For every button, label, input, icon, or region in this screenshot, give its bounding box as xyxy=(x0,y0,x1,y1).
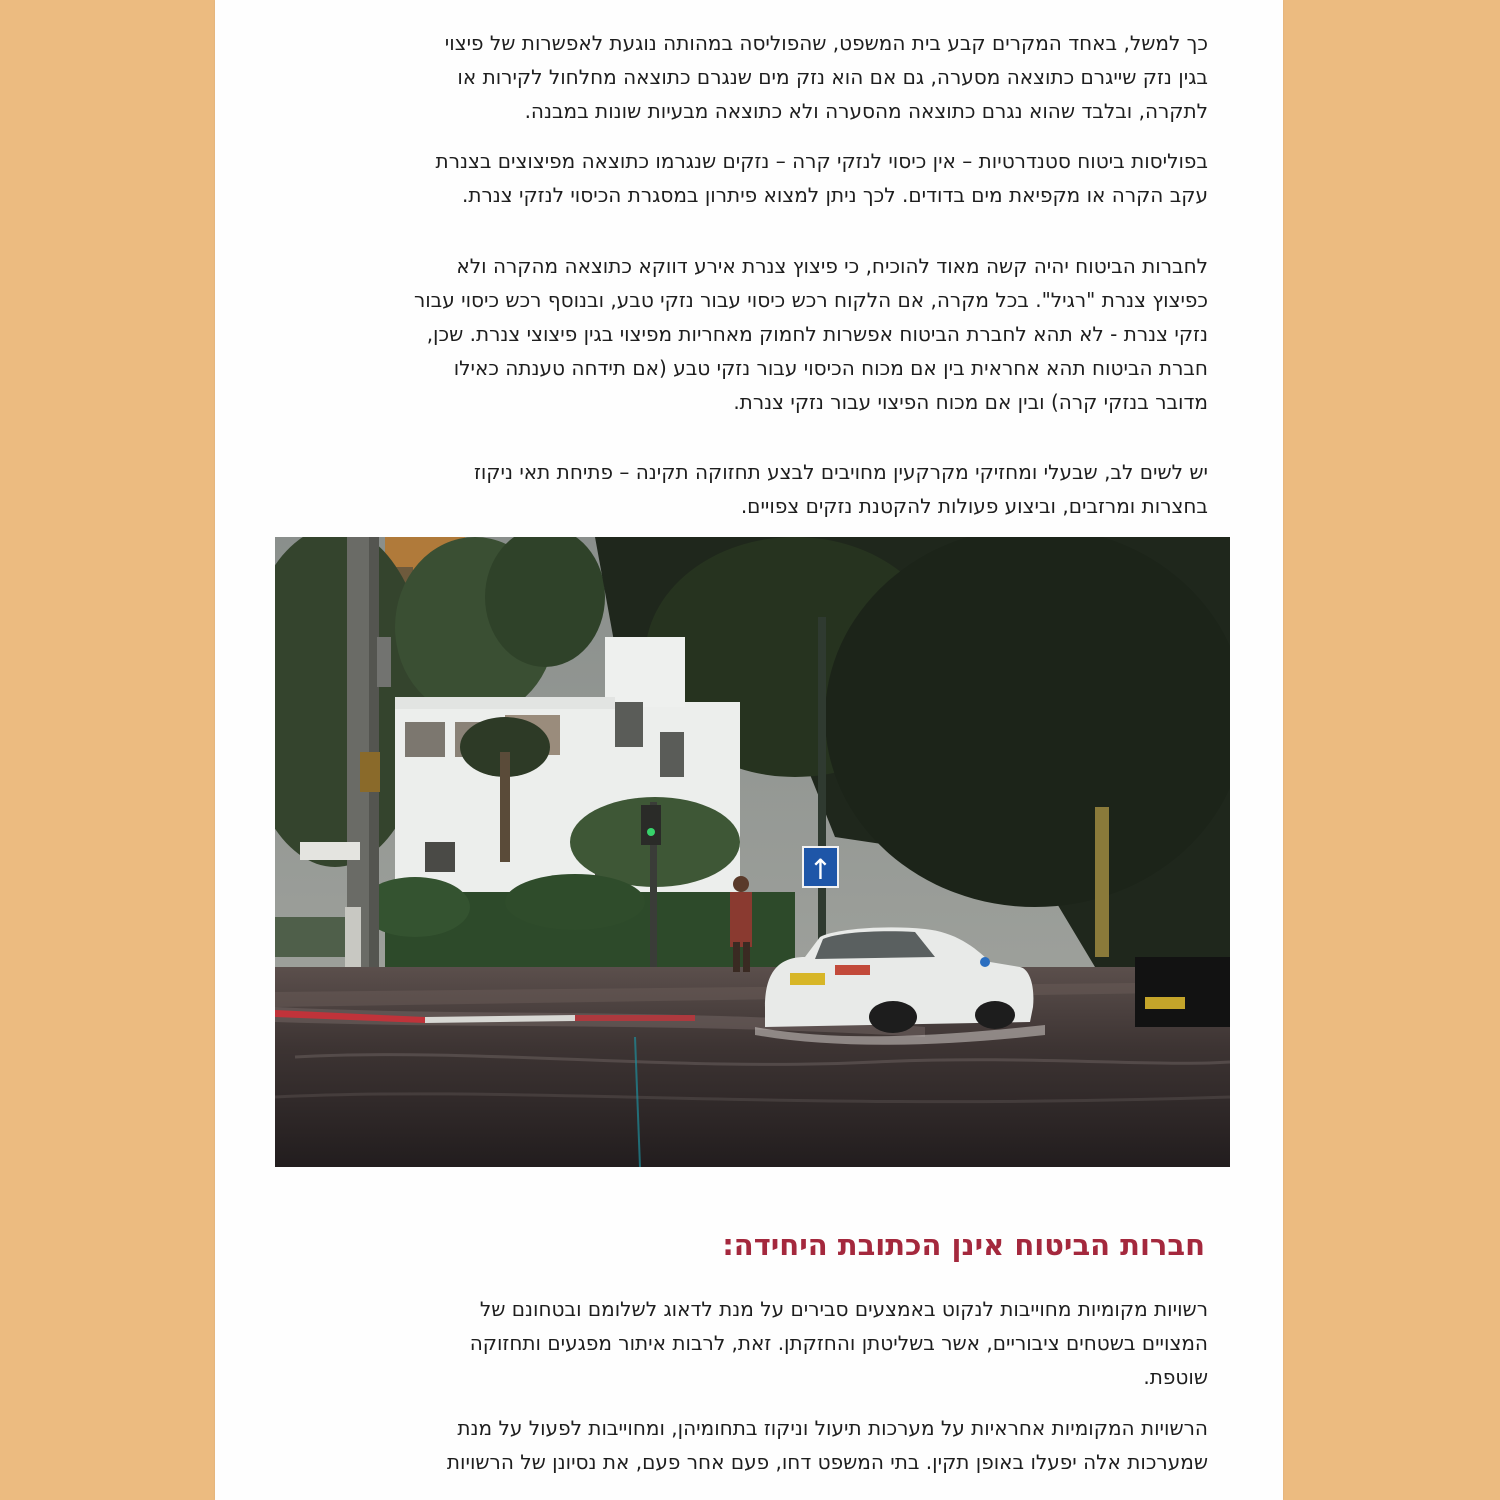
text-line: לתקרה, ובלבד שהוא נגרם כתוצאה מהסערה ולא כתוצאה מבעיות שונות במבנה. xyxy=(524,99,1208,123)
text-line: שוטפת. xyxy=(1143,1365,1208,1389)
text-line: עקב הקרה או מקפיאת מים בדודים. לכך ניתן למצוא פיתרון במסגרת הכיסוי לנזקי צנרת. xyxy=(461,183,1208,207)
text-line: כך למשל, באחד המקרים קבע בית המשפט, שהפוליסה במהותה נוגעת לאפשרות של פיצוי xyxy=(444,31,1208,55)
text-line: נזקי צנרת - לא תהא לחברת הביטוח אפשרות לחמוק מאחריות מפיצוי בגין פיצוצי צנרת. שכן, xyxy=(426,322,1208,346)
document-page xyxy=(215,0,1283,1500)
text-line: בחצרות ומרזבים, וביצוע פעולות להקטנת נזקים צפויים. xyxy=(740,494,1208,518)
text-line: לחברות הביטוח יהיה קשה מאוד להוכיח, כי פיצוץ צנרת אירע דווקא כתוצאה מהקרה ולא xyxy=(456,254,1208,278)
text-line: בפוליסות ביטוח סטנדרטיות – אין כיסוי לנזקי קרה – נזקים שנגרמו כתוצאה מפיצוצים בצנרת xyxy=(435,149,1208,173)
section-heading: חברות הביטוח אינן הכתובת היחידה: xyxy=(722,1228,1205,1262)
text-line: רשויות מקומיות מחוייבות לנקוט באמצעים סבירים על מנת לדאוג לשלומם ובטחונם של xyxy=(479,1297,1208,1321)
text-line: חברת הביטוח תהא אחראית בין אם מכוח הכיסוי עבור נזקי טבע (אם תידחה טענתה כאילו xyxy=(453,356,1208,380)
text-line: שמערכות אלה יפעלו באופן תקין. בתי המשפט דחו, פעם אחר פעם, את נסיונן של הרשויות xyxy=(446,1450,1208,1474)
paragraph-storm-ruling xyxy=(233,26,1208,128)
paragraph-drainage-responsibility xyxy=(233,1411,1208,1479)
text-line: יש לשים לב, שבעלי ומחזיקי מקרקעין מחויבים לבצע תחזוקה תקינה – פתיחת תאי ניקוז xyxy=(473,460,1208,484)
text-line: כפיצוץ צנרת "רגיל". בכל מקרה, אם הלקוח רכש כיסוי עבור נזקי טבע, ובנוסף רכש כיסוי עבור xyxy=(413,288,1208,312)
paragraph-owner-maintenance xyxy=(233,455,1208,523)
arrow-up-icon: ↑ xyxy=(808,853,833,886)
paragraph-pipe-burst xyxy=(233,249,1208,419)
text-line: הרשויות המקומיות אחראיות על מערכות תיעול וניקוז בתחומיהן, ומחוייבות לפעול על מנת xyxy=(457,1416,1208,1440)
paragraph-local-authorities xyxy=(233,1292,1208,1394)
text-line: מדובר בנזקי קרה) ובין אם מכוח הפיצוי עבור נזקי צנרת. xyxy=(733,390,1208,414)
text-line: המצויים בשטחים ציבוריים, אשר בשליטתן והחזקתן. זאת, לרבות איתור מפגעים ותחזוקה xyxy=(469,1331,1208,1355)
flooded-street-photo xyxy=(275,537,1230,1167)
paragraph-frost-coverage xyxy=(233,144,1208,212)
text-line: בגין נזק שייגרם כתוצאה מסערה, גם אם הוא נזק מים שנגרם כתוצאה מחלחול לקירות או xyxy=(457,65,1208,89)
